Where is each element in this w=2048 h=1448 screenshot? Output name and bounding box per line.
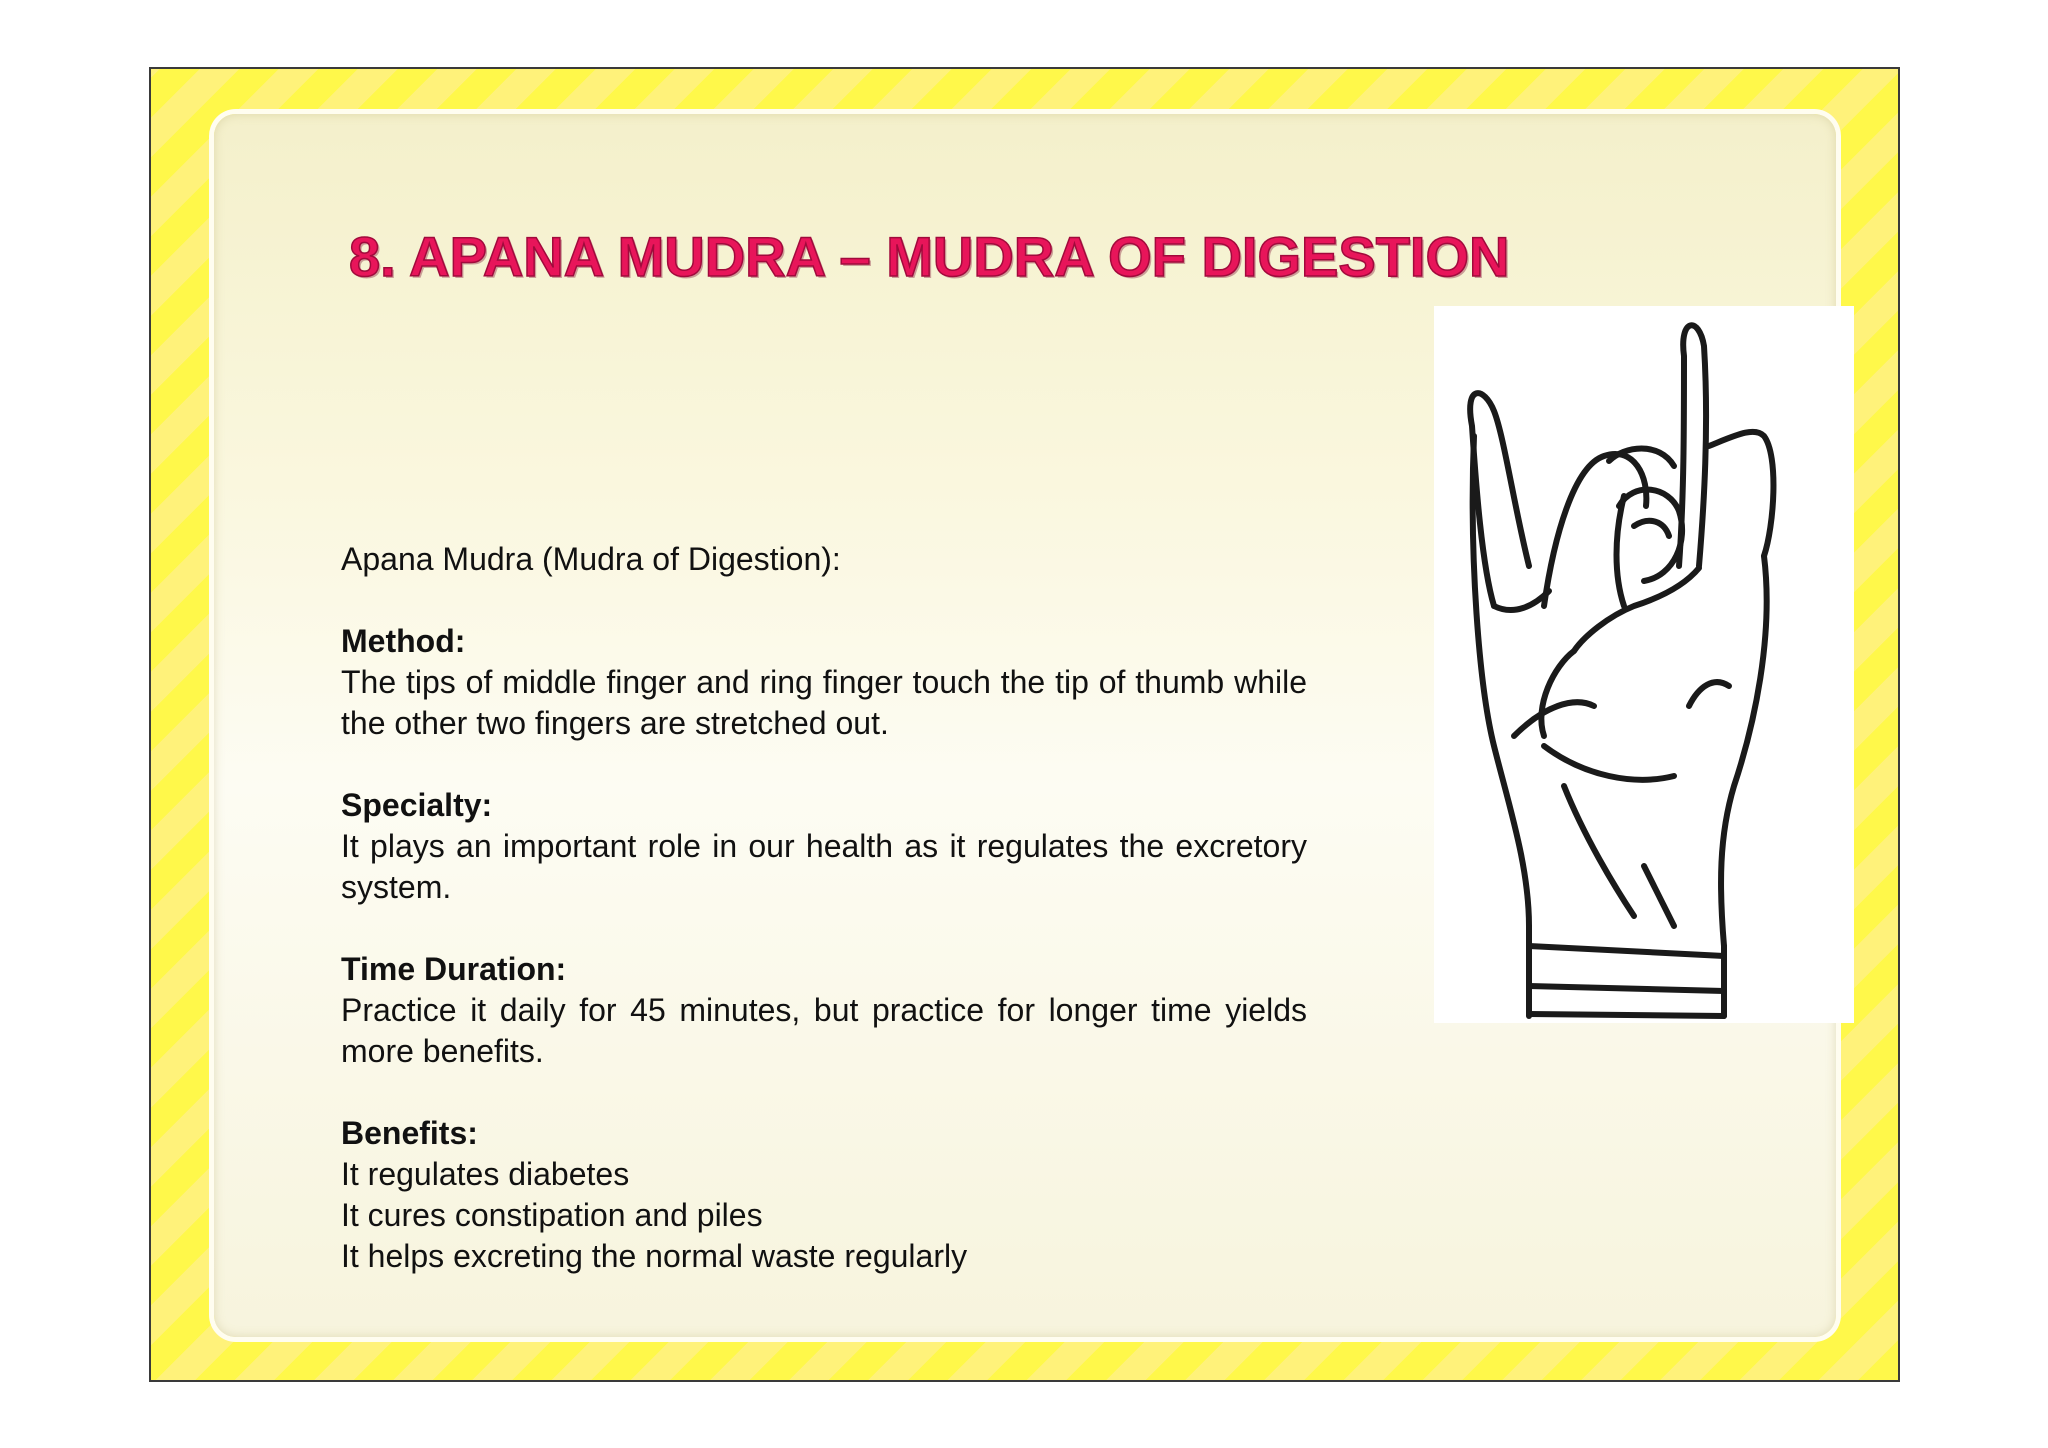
benefit-item: It helps excreting the normal waste regularly	[341, 1238, 968, 1274]
hand-drawing-icon	[1434, 306, 1854, 1023]
benefit-item: It cures constipation and piles	[341, 1197, 763, 1233]
benefit-item: It regulates diabetes	[341, 1156, 630, 1192]
slide-body	[341, 539, 1307, 1277]
content-panel	[214, 114, 1836, 1337]
specialty-heading: Specialty:	[341, 787, 493, 823]
method-heading: Method:	[341, 623, 466, 659]
benefits-heading: Benefits:	[341, 1115, 478, 1151]
slide-frame	[149, 67, 1900, 1382]
intro-text: Apana Mudra (Mudra of Digestion):	[341, 541, 841, 577]
time-duration-heading: Time Duration:	[341, 951, 567, 987]
specialty-text: It plays an important role in our health as it regulates the excretory system.	[341, 828, 1307, 905]
hand-mudra-illustration	[1434, 306, 1854, 1023]
method-text: The tips of middle finger and ring finger touch the tip of thumb while the other two fingers are stretched out.	[341, 664, 1307, 741]
slide-title: 8. APANA MUDRA – MUDRA OF DIGESTION	[349, 225, 1510, 288]
time-duration-text: Practice it daily for 45 minutes, but practice for longer time yields more benefits.	[341, 992, 1307, 1069]
